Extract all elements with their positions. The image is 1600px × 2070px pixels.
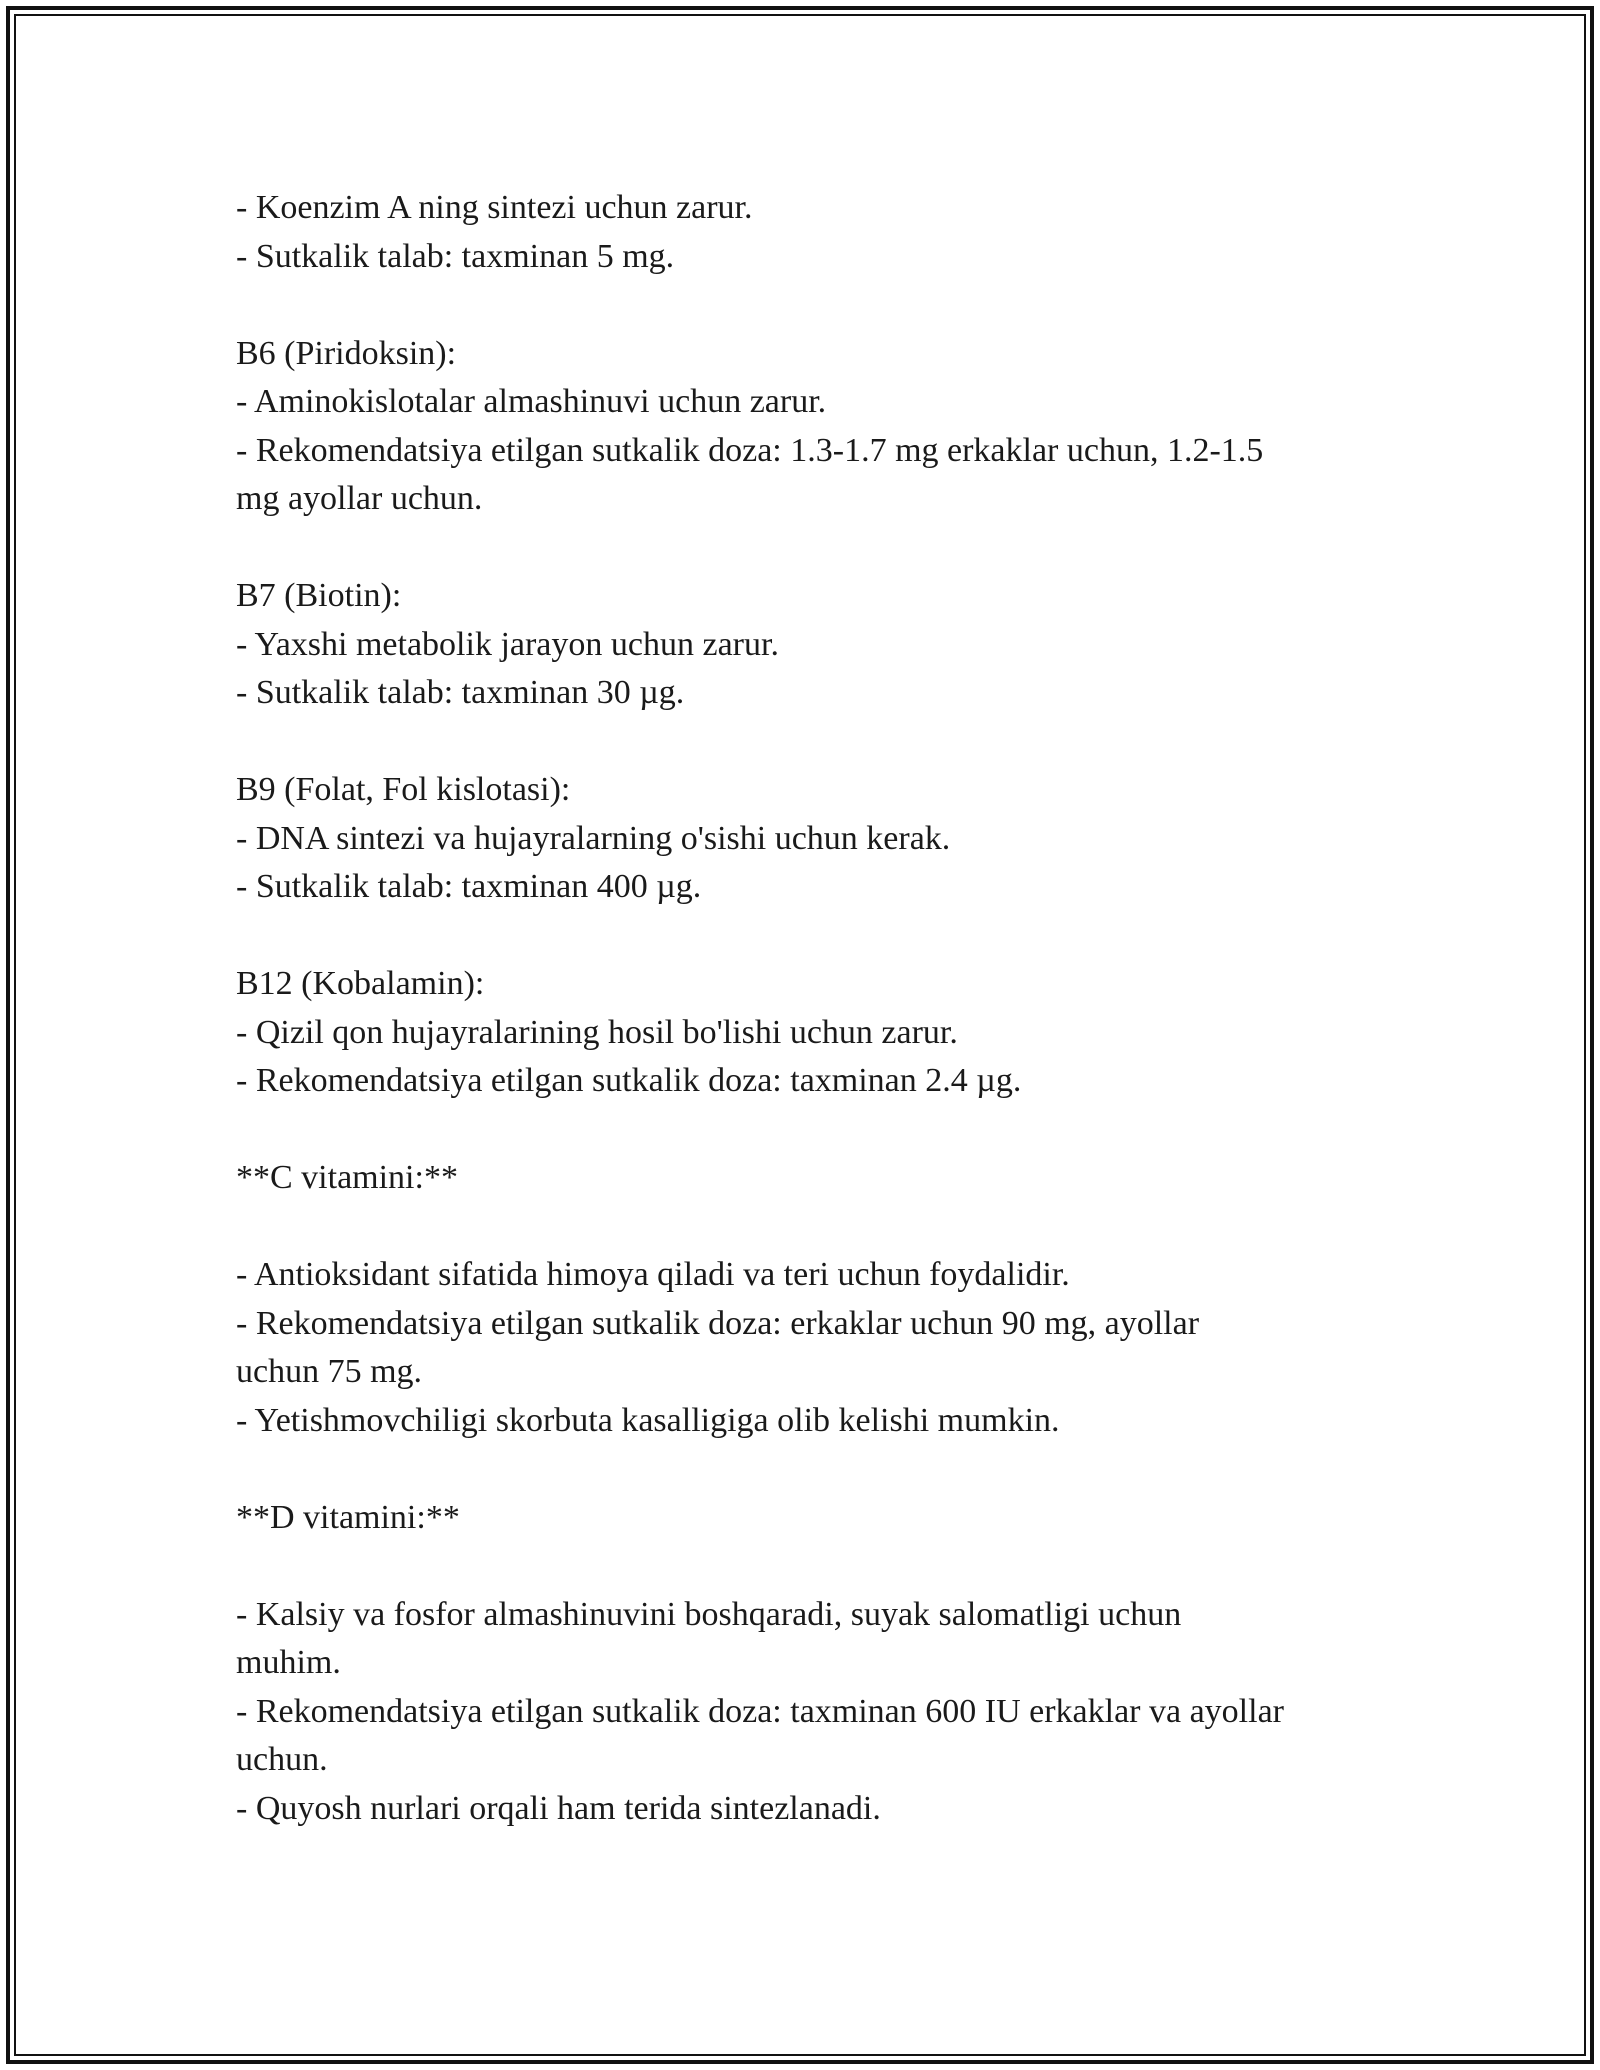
text-line: - Quyosh nurlari orqali ham terida sintezlanadi.: [236, 1789, 881, 1827]
section-heading-b6: B6 (Piridoksin):: [236, 334, 457, 372]
text-line: - Yaxshi metabolik jarayon uchun zarur.: [236, 625, 779, 663]
blank-line: [236, 281, 1386, 330]
document-body: [236, 184, 1386, 1833]
text-line: - Koenzim A ning sintezi uchun zarur.: [236, 189, 753, 226]
text-line: - Rekomendatsiya etilgan sutkalik doza: erkaklar uchun 90 mg, ayollar: [236, 1304, 1200, 1342]
section-heading-b7: B7 (Biotin):: [236, 577, 402, 614]
text-line: - Sutkalik talab: taxminan 400 µg.: [236, 868, 702, 905]
text-line: - Antioksidant sifatida himoya qiladi va teri uchun foydalidir.: [236, 1256, 1070, 1293]
text-line: uchun.: [236, 1741, 328, 1778]
text-line: mg ayollar uchun.: [236, 480, 483, 517]
blank-line: [236, 524, 1386, 573]
text-line: - Rekomendatsiya etilgan sutkalik doza: 1.3-1.7 mg erkaklar uchun, 1.2-1.5: [236, 431, 1264, 469]
text-line: - Sutkalik talab: taxminan 30 µg.: [236, 674, 685, 711]
text-line: muhim.: [236, 1644, 341, 1681]
text-line: - Rekomendatsiya etilgan sutkalik doza: taxminan 600 IU erkaklar va ayollar: [236, 1692, 1284, 1730]
text-line: - Kalsiy va fosfor almashinuvini boshqaradi, suyak salomatligi uchun: [236, 1595, 1182, 1633]
section-heading-c-vitamin: **C vitamini:**: [236, 1159, 458, 1196]
section-heading-d-vitamin: **D vitamini:**: [236, 1498, 460, 1536]
text-line: - Qizil qon hujayralarining hosil bo'lishi uchun zarur.: [236, 1013, 958, 1051]
blank-line: [236, 1106, 1386, 1155]
text-line: - Rekomendatsiya etilgan sutkalik doza: taxminan 2.4 µg.: [236, 1062, 1022, 1099]
blank-line: [236, 718, 1386, 767]
text-line: - Sutkalik talab: taxminan 5 mg.: [236, 237, 675, 275]
text-line: - Yetishmovchiligi skorbuta kasalligiga olib kelishi mumkin.: [236, 1401, 1060, 1439]
section-heading-b12: B12 (Kobalamin):: [236, 965, 485, 1002]
text-line: - Aminokislotalar almashinuvi uchun zarur.: [236, 383, 827, 420]
blank-line: [236, 1203, 1386, 1252]
blank-line: [236, 912, 1386, 961]
section-heading-b9: B9 (Folat, Fol kislotasi):: [236, 771, 571, 808]
text-line: uchun 75 mg.: [236, 1353, 423, 1390]
text-line: - DNA sintezi va hujayralarning o'sishi uchun kerak.: [236, 819, 951, 857]
blank-line: [236, 1445, 1386, 1494]
blank-line: [236, 1542, 1386, 1591]
